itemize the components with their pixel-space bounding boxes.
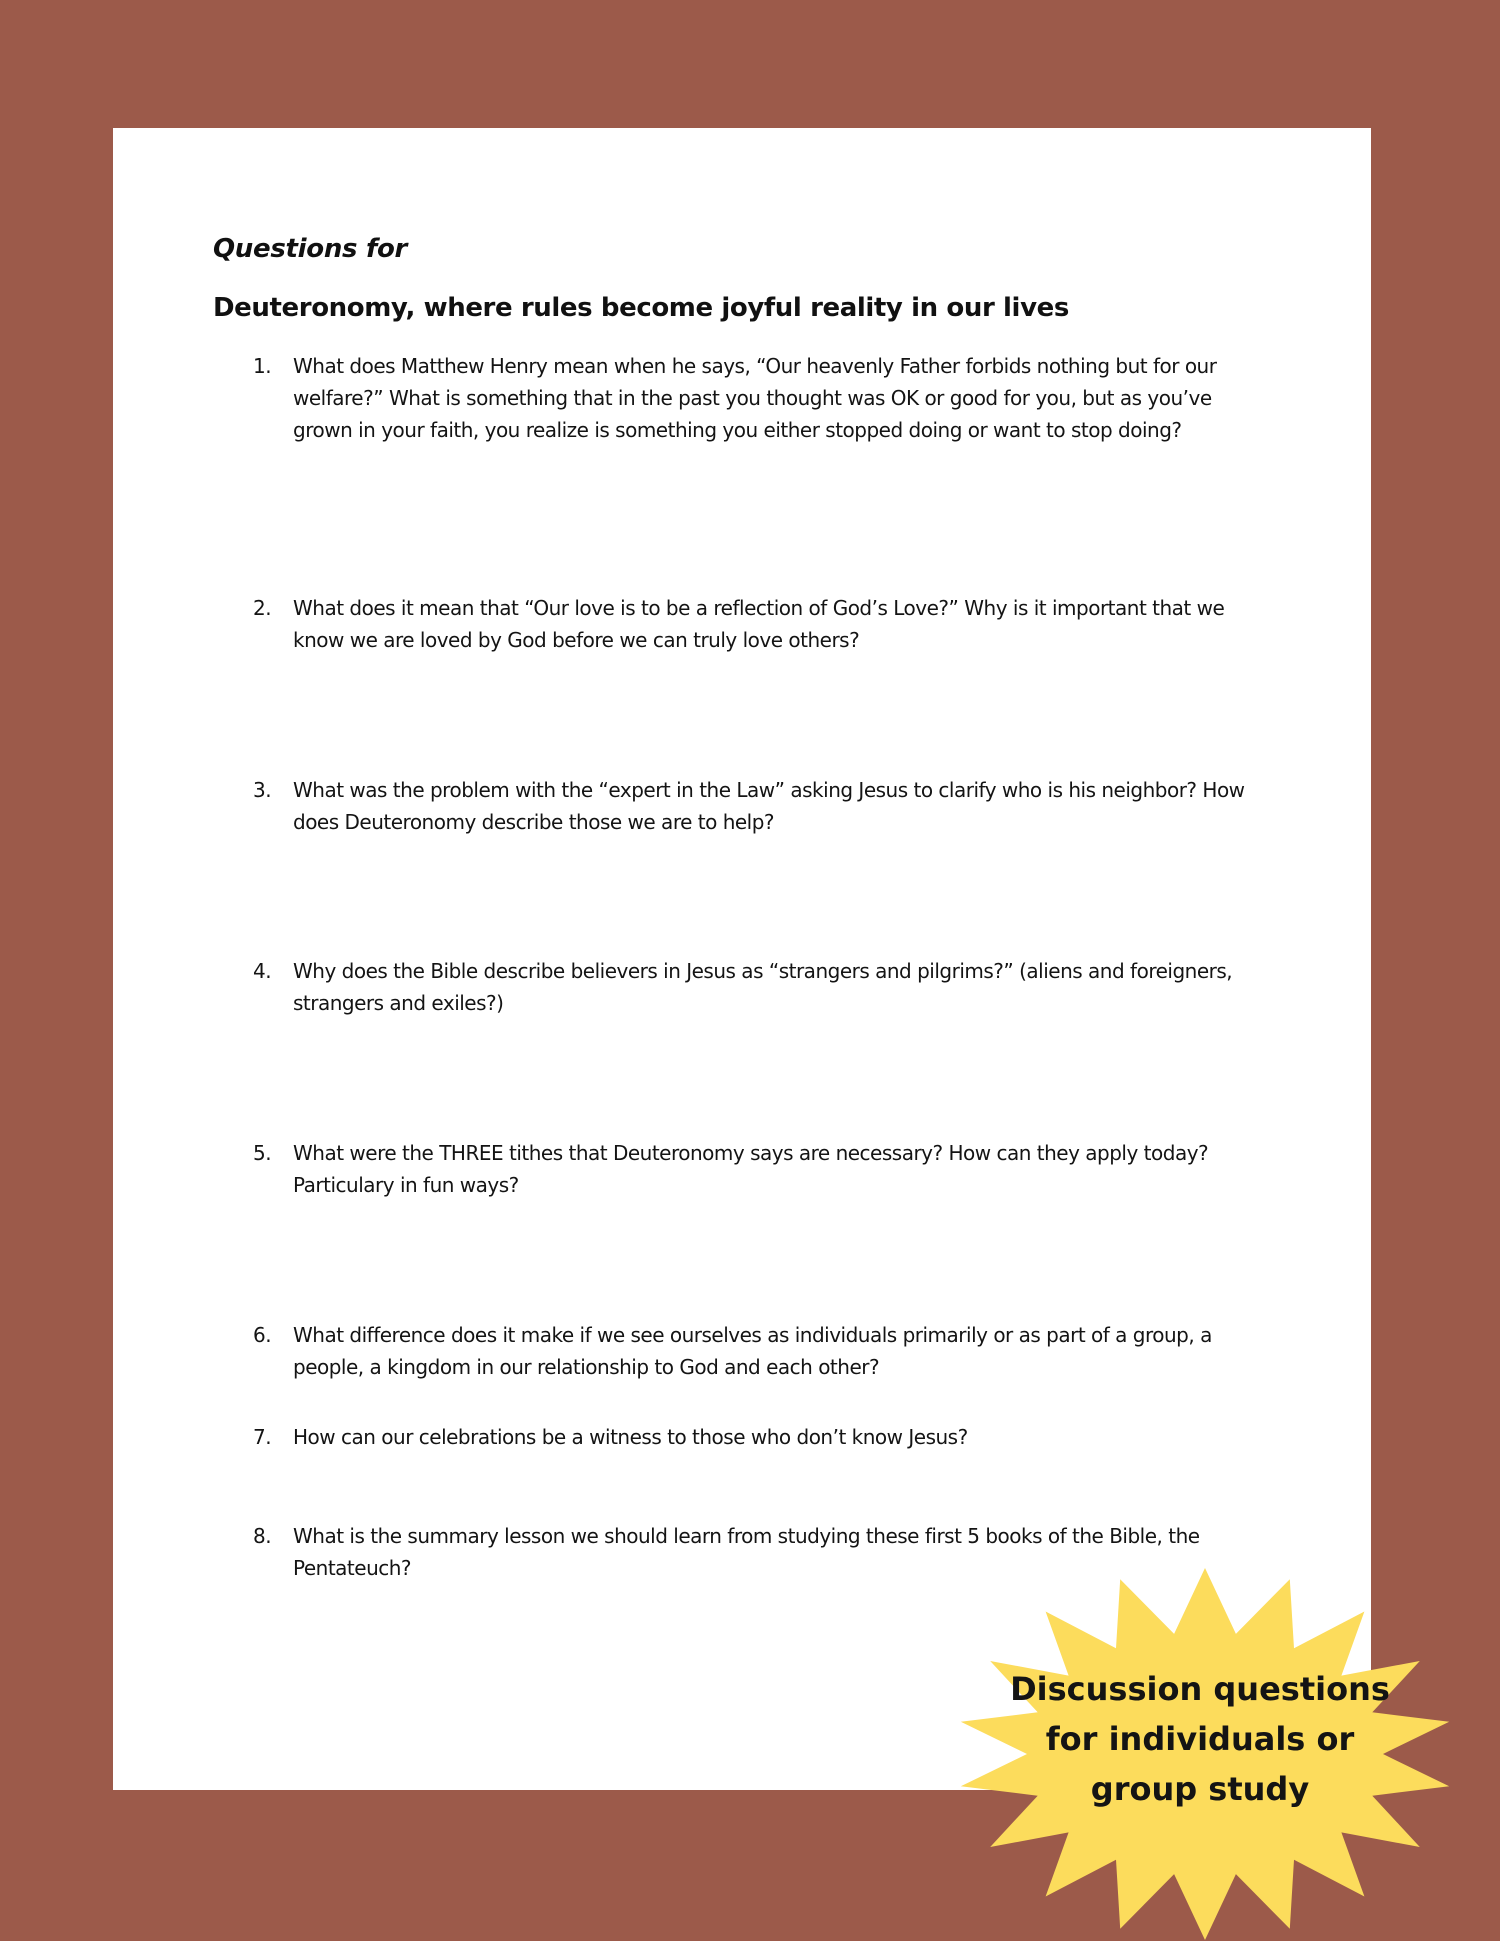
question-text: Why does the Bible describe believers in Jesus as “strangers and pilgrims?” (aliens and foreigners, strangers and exiles?): [293, 959, 1233, 1015]
question-number: 8.: [253, 1524, 272, 1548]
page-title: Deuteronomy, where rules become joyful reality in our lives: [213, 293, 1069, 323]
question-item: [253, 1137, 1253, 1201]
question-text: What difference does it make if we see ourselves as individuals primarily or as part of a group, a people, a kingdom in our relationship to God and each other?: [293, 1323, 1212, 1379]
question-item: [253, 1319, 1253, 1383]
question-text: What does it mean that “Our love is to be a reflection of God’s Love?” Why is it important that we know we are loved by God before we can truly love others?: [293, 596, 1225, 652]
badge-text: [1010, 1664, 1390, 1814]
question-item: [253, 350, 1253, 446]
badge-line: for individuals or: [1045, 1720, 1355, 1758]
question-number: 5.: [253, 1141, 272, 1165]
question-text: How can our celebrations be a witness to those who don’t know Jesus?: [293, 1425, 968, 1449]
question-item: [253, 955, 1253, 1019]
question-number: 4.: [253, 959, 272, 983]
question-number: 1.: [253, 354, 272, 378]
subtitle-label: Questions for: [213, 234, 408, 264]
question-number: 7.: [253, 1425, 272, 1449]
badge-line: group study: [1090, 1770, 1310, 1808]
question-item: [253, 774, 1253, 838]
badge-line: Discussion questions: [1010, 1670, 1390, 1708]
question-text: What were the THREE tithes that Deuteronomy says are necessary? How can they apply today? Particulary in fun ways?: [293, 1141, 1209, 1197]
question-item: [253, 1421, 1253, 1453]
question-number: 3.: [253, 778, 272, 802]
question-text: What does Matthew Henry mean when he says, “Our heavenly Father forbids nothing but for our welfare?” What is something that in the past you thought was OK or good for you, but as you’ve grown in your faith, you realize is something you either stopped doing or want to stop doing?: [293, 354, 1217, 442]
question-text: What was the problem with the “expert in the Law” asking Jesus to clarify who is his neighbor? How does Deuteronomy describe those we are to help?: [293, 778, 1245, 834]
document-page: [113, 128, 1371, 1790]
question-number: 6.: [253, 1323, 272, 1347]
question-number: 2.: [253, 596, 272, 620]
question-text: What is the summary lesson we should learn from studying these first 5 books of the Bible, the Pentateuch?: [293, 1524, 1200, 1580]
question-item: [253, 592, 1253, 656]
